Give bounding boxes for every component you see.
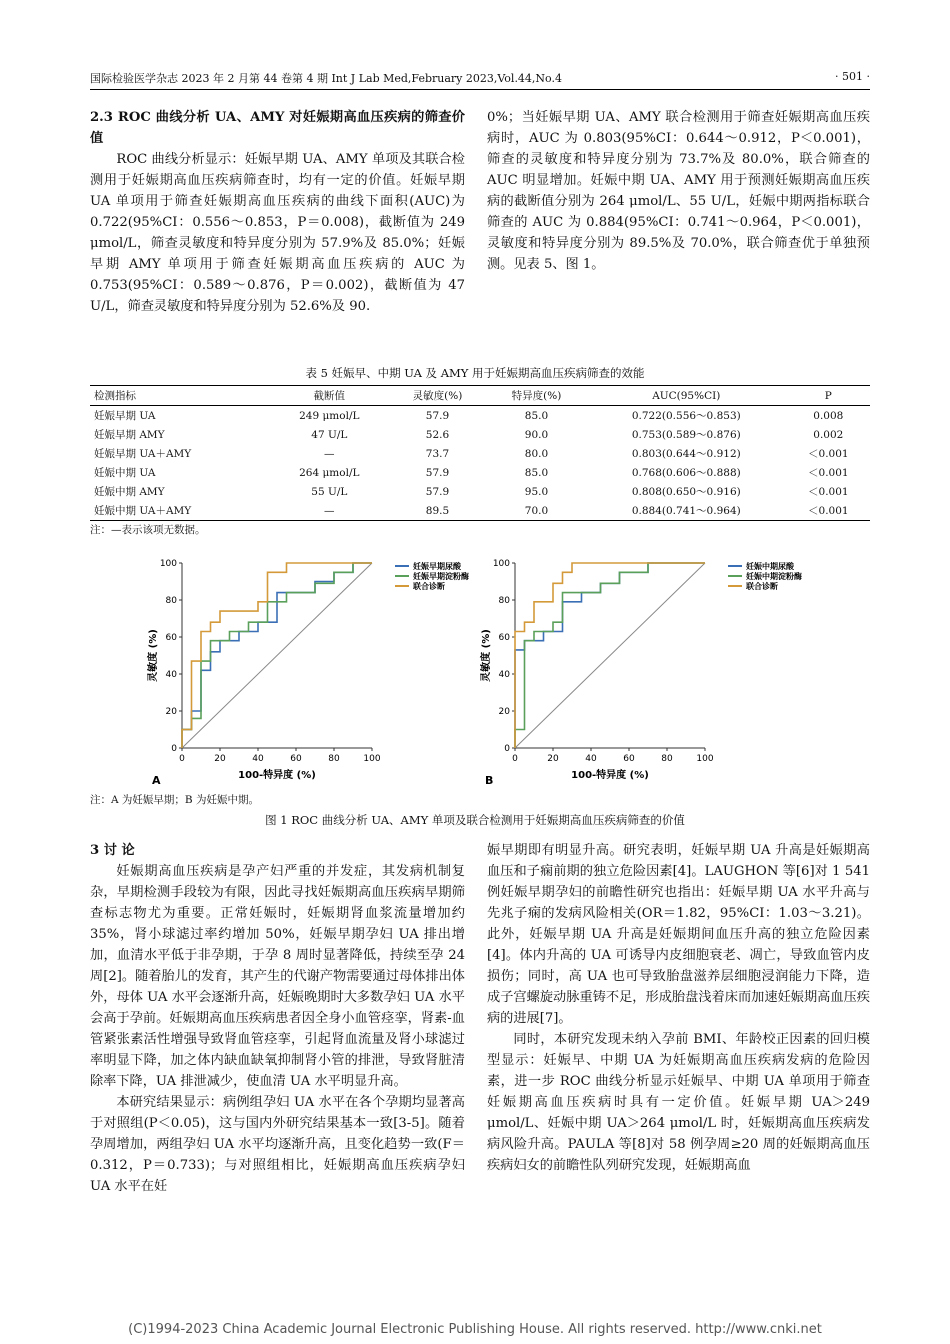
table-cell: 89.5 xyxy=(388,501,487,521)
table-header-cell: 灵敏度(%) xyxy=(388,386,487,406)
body-paragraph: 妊娠期高血压疾病是孕产妇严重的并发症，其发病机制复杂，早期检测手段较为有限，因此寻找妊娠期高血压疾病早期筛查标志物尤为重要。正常妊娠时，妊娠期肾血浆流量增加约 35%，肾小球滤过率约增加 50%，妊娠早期孕妇 UA 排出增加，血清水平低于非孕期，于孕 8 周时显著降低，持续至孕 24 周[2]。随着胎儿的发育，其产生的代谢产物需要通过母体排出体外，母体 UA 水平会逐渐升高，妊娠晚期时大多数孕妇 UA 水平会高于孕前。妊娠期高血压疾病患者因全身小血管痉挛，肾素-血管紧张素活性增强导致肾血管痉挛，引起肾血流量及肾小球滤过率明显下降，加之体内缺血缺氧抑制肾小管的排泄，导致肾脏清除率下降，UA 排泄减少，使血清 UA 水平明显升高。 xyxy=(90,864,465,1089)
y-tick-label: 0 xyxy=(171,744,177,754)
table-cell: 73.7 xyxy=(425,447,450,460)
table-header-cell: 截断值 xyxy=(271,386,388,406)
table-row xyxy=(90,406,870,426)
body-paragraph: 同时，本研究发现未纳入孕前 BMI、年龄校正因素的回归模型显示：妊娠早、中期 UA 为妊娠期高血压疾病发病的危险因素，进一步 ROC 曲线分析显示妊娠早、中期 UA 单项用于筛查妊娠期高血压疾病时具有一定价值。妊娠早期 UA＞249 μmol/L、妊娠中期 UA＞264 μmol/L 时，妊娠期高血压疾病发病风险升高。PAULA 等[8]对 58 例孕周≥20 周的妊娠期高血压疾病妇女的前瞻性队列研究发现，妊娠期高血 xyxy=(487,1032,870,1173)
x-tick-label: 40 xyxy=(252,754,264,764)
table-cell: 妊娠早期 UA xyxy=(94,410,156,422)
legend-label: 妊娠早期淀粉酶 xyxy=(413,572,469,581)
table-cell: 57.9 xyxy=(425,485,450,498)
panel-label: A xyxy=(152,774,161,787)
table-cell: 95.0 xyxy=(524,485,549,498)
x-tick-label: 60 xyxy=(623,754,635,764)
table-cell: 47 U/L xyxy=(311,428,348,441)
y-axis-label: 灵敏度 (%) xyxy=(148,629,159,682)
x-tick-label: 100 xyxy=(696,754,714,764)
x-tick-label: 100 xyxy=(363,754,381,764)
section-3-cont xyxy=(487,840,870,1176)
table-cell: 0.002 xyxy=(813,428,844,441)
copyright-footer: (C)1994-2023 China Academic Journal Electronic Publishing House. All rights reserved. http://www.cnki.net xyxy=(128,1322,822,1337)
table-note: 注：—表示该项无数据。 xyxy=(90,524,206,536)
table-cell: 0.722(0.556～0.853) xyxy=(631,410,741,422)
legend-label: 联合诊断 xyxy=(413,582,445,591)
table-cell: 90.0 xyxy=(524,428,549,441)
table-cell: 0.768(0.606～0.888) xyxy=(631,467,741,479)
table-cell: 55 U/L xyxy=(311,485,348,498)
y-axis-label: 灵敏度 (%) xyxy=(481,629,492,682)
table-cell: — xyxy=(271,501,388,521)
y-tick-label: 100 xyxy=(159,559,177,569)
table-cell: 70.0 xyxy=(487,501,586,521)
x-axis-label: 100-特异度 (%) xyxy=(571,770,649,781)
table-row xyxy=(90,463,870,482)
legend-label: 妊娠早期尿酸 xyxy=(413,562,461,571)
table-cell: 80.0 xyxy=(524,447,549,460)
running-header xyxy=(90,70,870,86)
x-tick-label: 60 xyxy=(290,754,302,764)
table-caption: 表 5 妊娠早、中期 UA 及 AMY 用于妊娠期高血压疾病筛查的效能 xyxy=(305,366,645,380)
section-2-3 xyxy=(90,107,465,317)
table-cell: 85.0 xyxy=(524,466,549,479)
table-row xyxy=(90,444,870,463)
y-tick-label: 100 xyxy=(492,559,510,569)
y-tick-label: 80 xyxy=(498,596,510,606)
y-tick-label: 20 xyxy=(165,707,177,717)
x-tick-label: 40 xyxy=(585,754,597,764)
table-row xyxy=(90,501,870,521)
table-cell: 57.9 xyxy=(425,409,450,422)
section-3 xyxy=(90,840,465,1197)
table-cell: ＜0.001 xyxy=(808,448,849,460)
table-cell: 0.008 xyxy=(813,409,844,422)
x-axis-label: 100-特异度 (%) xyxy=(238,770,316,781)
table-cell: 妊娠中期 AMY xyxy=(94,486,165,498)
header-rule xyxy=(90,89,870,90)
table-cell: 妊娠早期 AMY xyxy=(94,429,165,441)
table-cell: 57.9 xyxy=(425,466,450,479)
table-cell: 妊娠中期 UA xyxy=(94,467,156,479)
y-tick-label: 60 xyxy=(165,633,177,643)
header-journal: 国际检验医学杂志 2023 年 2 月第 44 卷第 4 期 Int J Lab Med,February 2023,Vol.44,No.4 xyxy=(90,72,562,85)
page-number: · 501 · xyxy=(835,70,870,83)
table-cell: 妊娠早期 UA＋AMY xyxy=(94,448,192,460)
x-tick-label: 0 xyxy=(179,754,185,764)
x-tick-label: 20 xyxy=(214,754,226,764)
reference-diagonal xyxy=(515,563,705,748)
x-tick-label: 20 xyxy=(547,754,559,764)
x-tick-label: 80 xyxy=(661,754,673,764)
section-2-3-cont xyxy=(487,107,870,275)
table-header-cell: AUC(95%CI) xyxy=(586,386,787,406)
table-cell: 249 μmol/L xyxy=(299,409,360,422)
y-tick-label: 80 xyxy=(165,596,177,606)
panel-label: B xyxy=(485,774,494,787)
table-cell: ＜0.001 xyxy=(787,501,870,521)
figure-1 xyxy=(90,548,870,798)
body-paragraph: 本研究结果显示：病例组孕妇 UA 水平在各个孕期均显著高于对照组(P＜0.05)，这与国内外研究结果基本一致[3-5]。随着孕周增加，两组孕妇 UA 水平均逐渐升高，且变化趋势一致(F＝0.312，P＝0.733)；与对照组相比，妊娠期高血压疾病孕妇 UA 水平在妊 xyxy=(90,1095,465,1194)
table-row xyxy=(90,425,870,444)
table-cell: 0.753(0.589～0.876) xyxy=(631,429,741,441)
table-cell: — xyxy=(324,447,335,460)
table-cell: 85.0 xyxy=(524,409,549,422)
y-tick-label: 0 xyxy=(504,744,510,754)
table-cell: ＜0.001 xyxy=(808,467,849,479)
y-tick-label: 60 xyxy=(498,633,510,643)
table-header-cell: P xyxy=(787,386,870,406)
y-tick-label: 40 xyxy=(165,670,177,680)
table-cell: 52.6 xyxy=(425,428,450,441)
x-tick-label: 0 xyxy=(512,754,518,764)
table-row xyxy=(90,482,870,501)
legend-label: 联合诊断 xyxy=(746,582,778,591)
body-paragraph: ROC 曲线分析显示：妊娠早期 UA、AMY 单项及其联合检测用于妊娠期高血压疾病筛查时，均有一定的价值。妊娠早期 UA 单项用于筛查妊娠期高血压疾病的曲线下面积(AUC)为 0.722(95%CI：0.556～0.853，P＝0.008)，截断值为 249 μmol/L，筛查灵敏度和特异度分别为 57.9%及 85.0%；妊娠早期 AMY 单项用于筛查妊娠期高血压疾病的 AUC 为 0.753(95%CI：0.589～0.876，P＝0.002)，截断值为 47 U/L，筛查灵敏度和特异度分别为 52.6%及 90. xyxy=(90,152,465,314)
x-tick-label: 80 xyxy=(328,754,340,764)
section-heading-2-3: 2.3 ROC 曲线分析 UA、AMY 对妊娠期高血压疾病的筛查价值 xyxy=(90,110,465,146)
table-header-cell: 特异度(%) xyxy=(487,386,586,406)
body-paragraph: 娠早期即有明显升高。研究表明，妊娠早期 UA 升高是妊娠期高血压和子痫前期的独立危险因素[4]。LAUGHON 等[6]对 1 541 例妊娠早期孕妇的前瞻性研究也指出：妊娠早期 UA 水平升高与先兆子痫的发病风险相关(OR＝1.82，95%CI：1.03～3.21)。此外，妊娠早期 UA 升高是妊娠期间血压升高的独立危险因素[4]。体内升高的 UA 可诱导内皮细胞衰老、凋亡，导致血管内皮损伤；同时，高 UA 也可导致胎盘滋养层细胞浸润能力下降，造成子宫螺旋动脉重铸不足，形成胎盘浅着床而加速妊娠期高血压疾病的进展[7]。 xyxy=(487,843,870,1026)
table-cell: 妊娠中期 UA＋AMY xyxy=(90,501,271,521)
figure-note: 注：A 为妊娠早期；B 为妊娠中期。 xyxy=(90,794,259,806)
table-body xyxy=(90,406,870,521)
table-header-cell: 检测指标 xyxy=(90,386,271,406)
table-header-row xyxy=(90,386,870,406)
roc-figure xyxy=(90,548,870,798)
y-tick-label: 40 xyxy=(498,670,510,680)
section-heading-3: 3 讨 论 xyxy=(90,843,135,858)
table-cell: ＜0.001 xyxy=(808,486,849,498)
table-cell: 0.884(0.741～0.964) xyxy=(586,501,787,521)
body-paragraph: 0%；当妊娠早期 UA、AMY 联合检测用于筛查妊娠期高血压疾病时，AUC 为 0.803(95%CI：0.644～0.912，P＜0.001)，筛查的灵敏度和特异度分别为 73.7%及 80.0%，联合筛查的 AUC 明显增加。妊娠中期 UA、AMY 用于预测妊娠期高血压疾病的截断值分别为 264 μmol/L、55 U/L，妊娠中期两指标联合筛查的 AUC 为 0.884(95%CI：0.741～0.964，P＜0.001)，灵敏度和特异度分别为 89.5%及 70.0%，联合筛查优于单独预测。见表 5、图 1。 xyxy=(487,110,870,272)
y-tick-label: 20 xyxy=(498,707,510,717)
table-cell: 0.808(0.650～0.916) xyxy=(631,486,741,498)
legend-label: 妊娠中期淀粉酶 xyxy=(746,572,802,581)
table-cell: 0.803(0.644～0.912) xyxy=(631,448,741,460)
table-5 xyxy=(90,385,870,521)
figure-caption: 图 1 ROC 曲线分析 UA、AMY 单项及联合检测用于妊娠期高血压疾病筛查的价值 xyxy=(265,813,685,827)
legend-label: 妊娠中期尿酸 xyxy=(746,562,794,571)
table-cell: 264 μmol/L xyxy=(299,466,360,479)
